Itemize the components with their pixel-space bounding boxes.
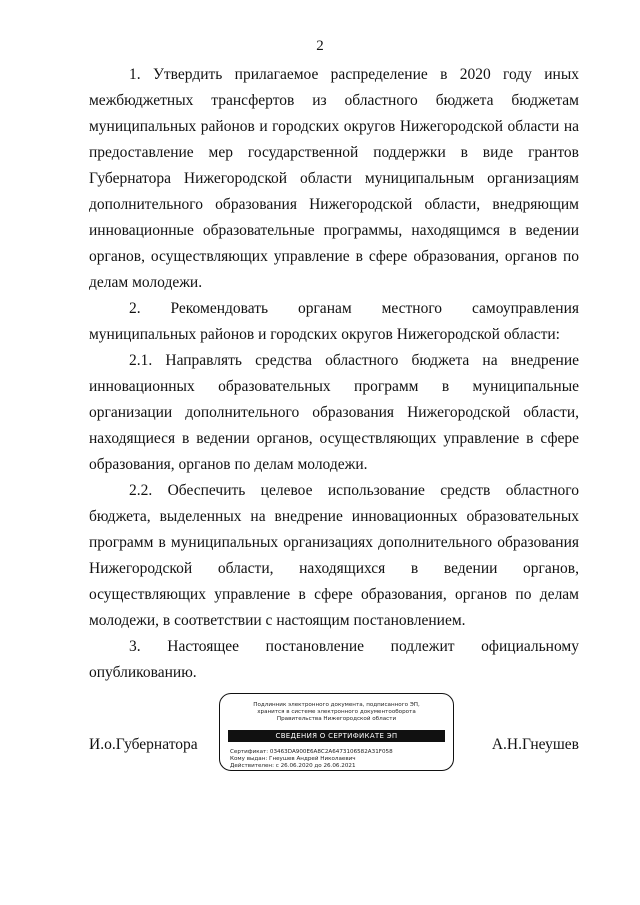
- paragraph-2-2: 2.2. Обеспечить целевое использование средств областного бюджета, выделенных на внедрение инновационных образовательных программ в муниципальных организациях дополнительного образования Нижегородской области, находящихся в ведении органов, осуществляющих управление в сфере образования, органов по делам молодежи, в соответствии с настоящим постановлением.: [89, 482, 579, 629]
- stamp-details: [230, 749, 453, 769]
- paragraph-1: 1. Утвердить прилагаемое распределение в 2020 году иных межбюджетных трансфертов из областного бюджета бюджетам муниципальных районов и городских округов Нижегородской области на предоставление мер государственной поддержки в виде грантов Губернатора Нижегородской области муниципальным организациям дополнительного образования Нижегородской области, внедряющим инновационные образовательные программы, находящимся в ведении органов, осуществляющих управление в сфере образования, органов по делам молодежи.: [89, 66, 579, 291]
- signer-name: А.Н.Гнеушев: [491, 736, 579, 753]
- page-number: 2: [316, 38, 324, 54]
- signer-title: И.о.Губернатора: [89, 736, 198, 753]
- stamp-header: [220, 702, 453, 723]
- document-body: [89, 62, 579, 686]
- stamp-header-line: Правительства Нижегородской области: [276, 716, 397, 722]
- signature-block: [89, 693, 579, 773]
- stamp-validity: Действителен: с 26.06.2020 до 26.06.2021: [230, 762, 356, 769]
- electronic-signature-stamp: [219, 693, 454, 771]
- paragraph-3: 3. Настоящее постановление подлежит официальному опубликованию.: [89, 638, 579, 681]
- paragraph-2: 2. Рекомендовать органам местного самоуправления муниципальных районов и городских округов Нижегородской области:: [89, 300, 579, 343]
- stamp-issued-to: Кому выдан: Гнеушев Андрей Николаевич: [230, 755, 356, 762]
- stamp-certificate: Сертификат: 03463DA900E6A8C2A6473106582A31F058: [230, 749, 393, 755]
- stamp-banner: СВЕДЕНИЯ О СЕРТИФИКАТЕ ЭП: [228, 730, 445, 742]
- stamp-header-line: Подлинник электронного документа, подписанного ЭП,: [253, 702, 420, 708]
- paragraph-2-1: 2.1. Направлять средства областного бюджета на внедрение инновационных образовательных программ в муниципальные организации дополнительного образования Нижегородской области, находящиеся в ведении органов, осуществляющих управление в сфере образования, органов по делам молодежи.: [89, 352, 579, 473]
- stamp-header-line: хранится в системе электронного документооборота: [257, 709, 416, 715]
